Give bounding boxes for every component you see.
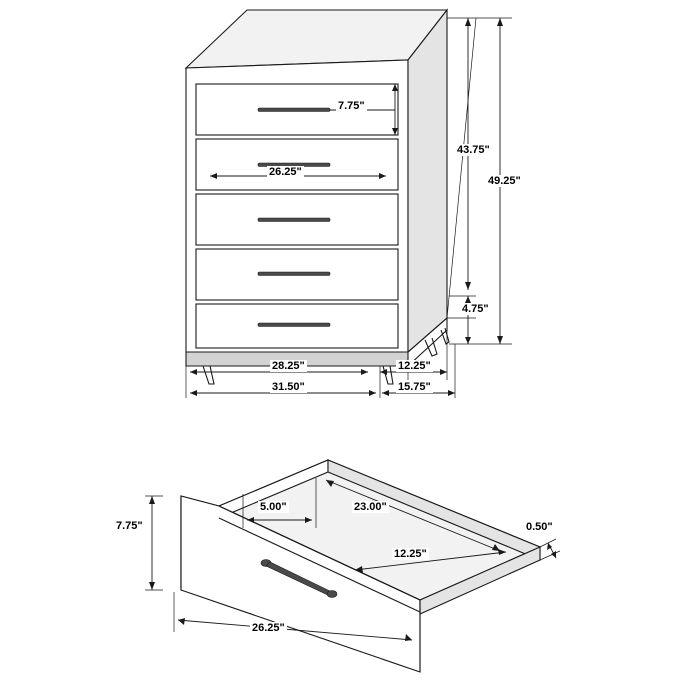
dimension-label-interior-width: 12.25" — [394, 548, 427, 560]
dimension-label-case-depth: 12.25" — [398, 360, 431, 372]
dimension-label-overall-height: 49.25" — [488, 175, 521, 187]
dimension-label-drawer-overall-width: 26.25" — [252, 622, 285, 634]
dimension-label-case-height: 43.75" — [457, 144, 490, 156]
drawer-fronts — [196, 84, 398, 348]
dimension-label-interior-depth: 5.00" — [260, 501, 287, 513]
dimension-label-top-drawer-height: 7.75" — [338, 100, 365, 112]
dimension-label-interior-length: 23.00" — [354, 501, 387, 513]
dimension-label-drawer-front-height: 7.75" — [116, 520, 143, 532]
dimension-label-leg-height: 4.75" — [462, 303, 489, 315]
drawer-box — [181, 460, 540, 672]
dimension-label-drawer-front-width: 26.25" — [269, 166, 302, 178]
dimension-label-overall-depth: 15.75" — [398, 381, 431, 393]
dimension-label-case-width: 28.25" — [272, 360, 305, 372]
dimension-label-panel-thickness: 0.50" — [526, 521, 553, 533]
dimension-label-overall-width: 31.50" — [272, 381, 305, 393]
